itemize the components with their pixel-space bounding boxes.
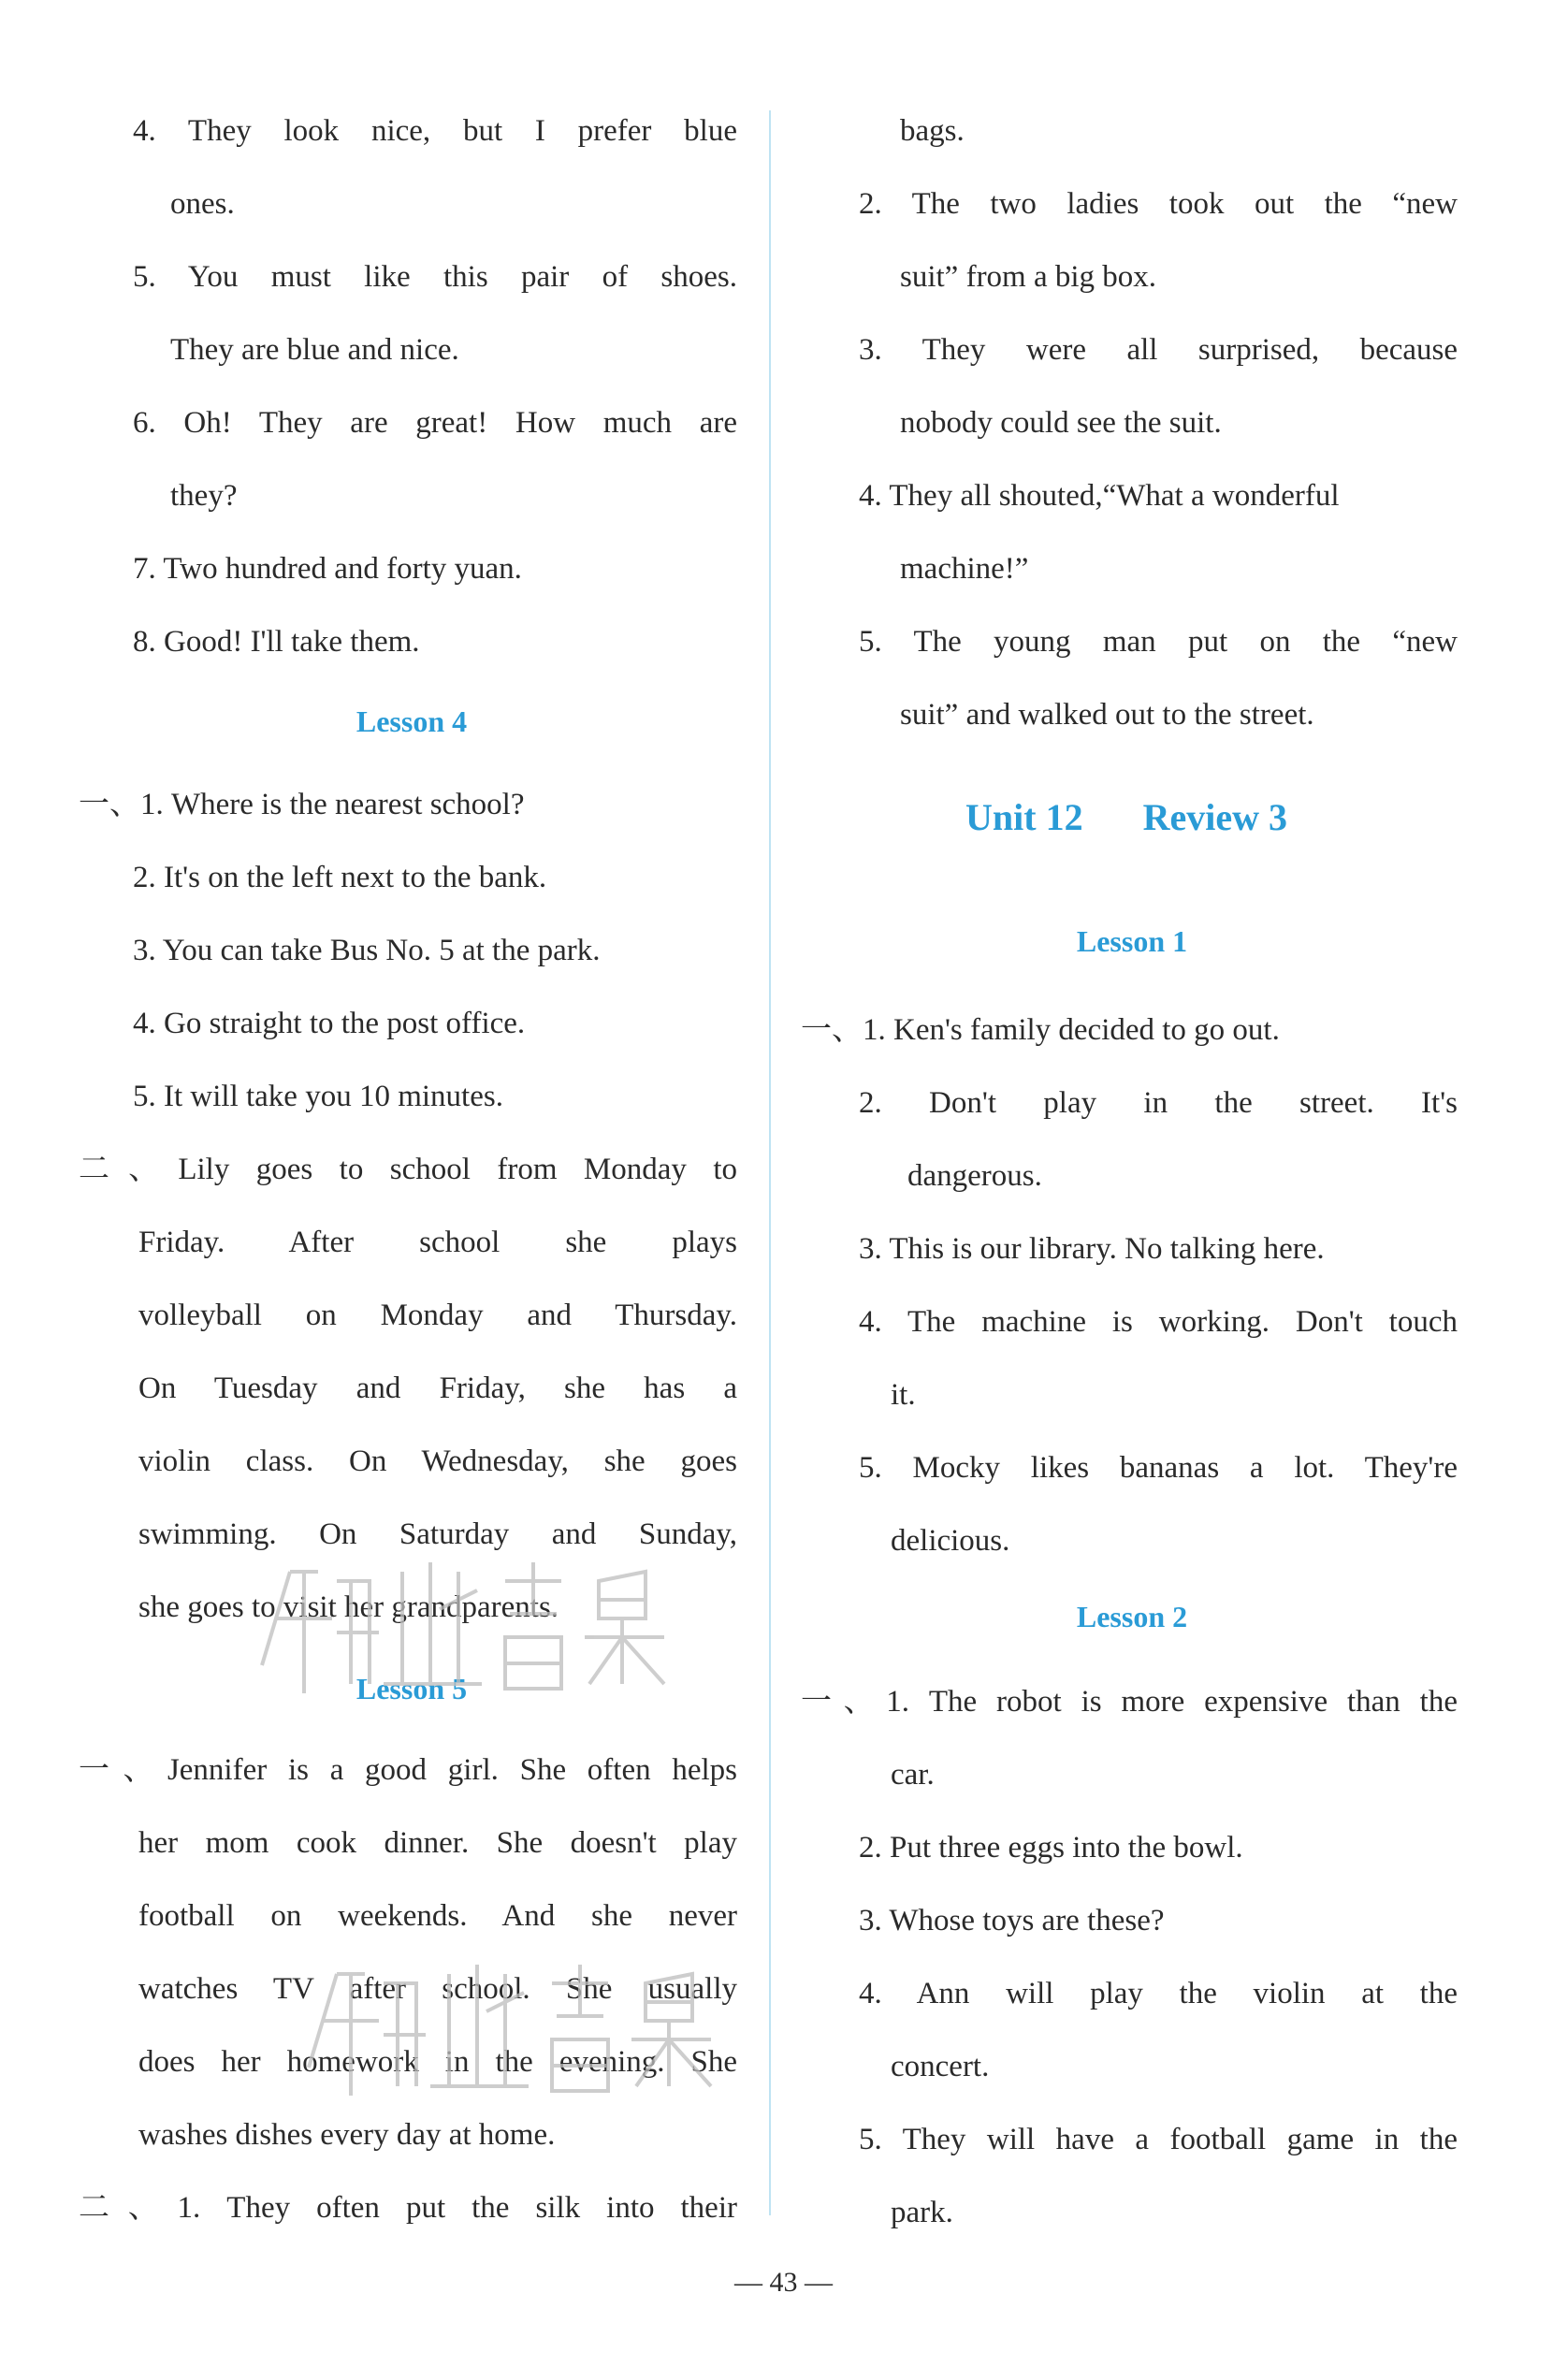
- right-text-line: 5. The young man put on the “new: [859, 625, 1458, 659]
- unit-heading: [965, 795, 1287, 840]
- right-text-line: 3. They were all surprised, because: [859, 333, 1458, 367]
- right-text-line: 3. Whose toys are these?: [859, 1904, 1165, 1937]
- page-number: — 43 —: [734, 2267, 833, 2298]
- left-text-line: 6. Oh! They are great! How much are: [133, 406, 737, 440]
- left-text-line: They are blue and nice.: [170, 333, 459, 367]
- right-text-line: 4. The machine is working. Don't touch: [859, 1305, 1458, 1339]
- left-text-line: 8. Good! I'll take them.: [133, 625, 420, 659]
- right-text-line: it.: [891, 1378, 916, 1412]
- left-text-line: 4. They look nice, but I prefer blue: [133, 114, 737, 148]
- right-text-line: machine!”: [900, 552, 1029, 586]
- right-text-line: 3. This is our library. No talking here.: [859, 1232, 1325, 1266]
- left-text-line: 5. It will take you 10 minutes.: [133, 1080, 503, 1113]
- watermark-stamp: [299, 1946, 805, 2105]
- left-text-line: 3. You can take Bus No. 5 at the park.: [133, 934, 601, 967]
- right-text-line: 一、1. Ken's family decided to go out.: [801, 1013, 1280, 1047]
- left-text-line: 2. It's on the left next to the bank.: [133, 861, 547, 894]
- right-text-line: concert.: [891, 2050, 990, 2083]
- column-divider: [769, 110, 771, 2215]
- left-text-line: 5. You must like this pair of shoes.: [133, 260, 737, 294]
- right-text-line: suit” and walked out to the street.: [900, 698, 1314, 732]
- lesson-heading: Lesson 2: [1076, 1600, 1188, 1633]
- right-text-line: bags.: [900, 114, 965, 148]
- left-text-line: 二、1. They often put the silk into their: [79, 2191, 737, 2225]
- left-text-line: 7. Two hundred and forty yuan.: [133, 552, 522, 586]
- left-text-line: washes dishes every day at home.: [138, 2118, 556, 2152]
- left-text-line: Friday. After school she plays: [138, 1226, 737, 1259]
- left-text-line: 4. Go straight to the post office.: [133, 1007, 526, 1040]
- right-text-line: 5. They will have a football game in the: [859, 2123, 1458, 2156]
- left-text-line: does her homework in the evening. She: [138, 2045, 737, 2079]
- right-text-line: 一、1. The robot is more expensive than the: [801, 1685, 1458, 1719]
- right-text-line: delicious.: [891, 1524, 1010, 1558]
- left-text-line: they?: [170, 479, 238, 513]
- left-text-line: watches TV after school. She usually: [138, 1972, 737, 2006]
- right-text-line: 2. Don't play in the street. It's: [859, 1086, 1458, 1120]
- left-text-line: swimming. On Saturday and Sunday,: [138, 1517, 737, 1551]
- right-text-line: dangerous.: [907, 1159, 1042, 1193]
- unit-number: Unit 12: [965, 796, 1083, 838]
- right-text-line: 2. The two ladies took out the “new: [859, 187, 1458, 221]
- unit-title: Review 3: [1142, 796, 1287, 838]
- right-text-line: car.: [891, 1758, 935, 1792]
- lesson-heading: Lesson 4: [355, 704, 468, 738]
- right-text-line: nobody could see the suit.: [900, 406, 1222, 440]
- left-text-line: she goes to visit her grandparents.: [138, 1590, 559, 1624]
- left-text-line: violin class. On Wednesday, she goes: [138, 1444, 737, 1478]
- right-text-line: 4. They all shouted,“What a wonderful: [859, 479, 1340, 513]
- left-text-line: On Tuesday and Friday, she has a: [138, 1371, 737, 1405]
- left-text-line: volleyball on Monday and Thursday.: [138, 1299, 737, 1332]
- lesson-heading: Lesson 5: [355, 1672, 468, 1705]
- left-text-line: 一、Jennifer is a good girl. She often helps: [79, 1753, 737, 1787]
- lesson-heading: Lesson 1: [1076, 924, 1188, 958]
- left-text-line: 一、1. Where is the nearest school?: [79, 788, 525, 821]
- right-text-line: park.: [891, 2196, 953, 2229]
- right-text-line: suit” from a big box.: [900, 260, 1157, 294]
- left-text-line: football on weekends. And she never: [138, 1899, 737, 1933]
- right-text-line: 2. Put three eggs into the bowl.: [859, 1831, 1243, 1865]
- left-text-line: her mom cook dinner. She doesn't play: [138, 1826, 737, 1860]
- right-text-line: 4. Ann will play the violin at the: [859, 1977, 1458, 2010]
- watermark-stamp: [253, 1544, 805, 1703]
- left-text-line: 二、Lily goes to school from Monday to: [79, 1153, 737, 1186]
- left-text-line: ones.: [170, 187, 235, 221]
- right-text-line: 5. Mocky likes bananas a lot. They're: [859, 1451, 1458, 1485]
